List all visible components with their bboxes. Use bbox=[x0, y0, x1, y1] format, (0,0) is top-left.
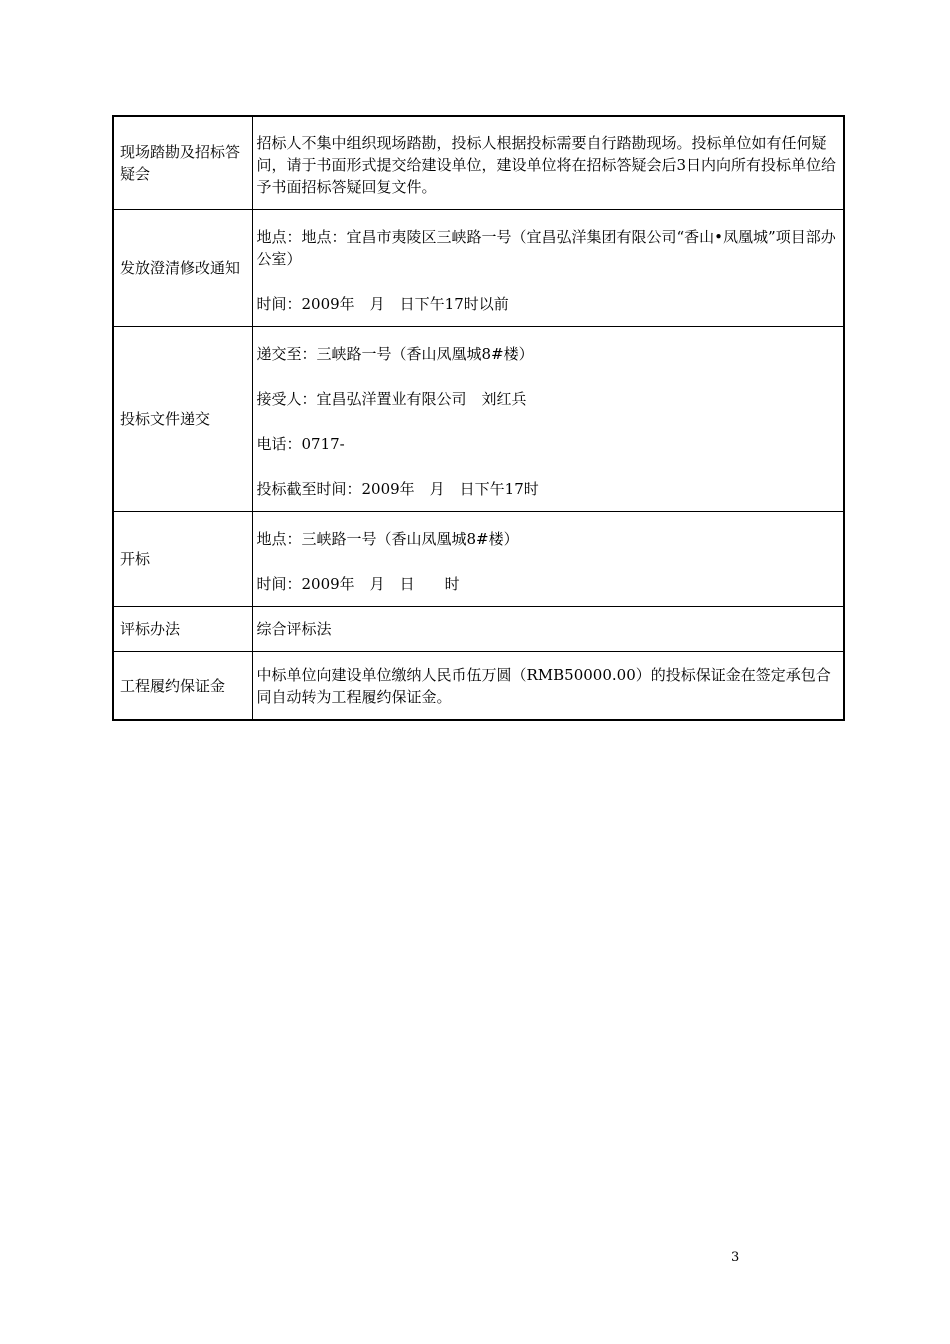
submission-phone: 电话：0717- bbox=[256, 435, 345, 453]
table-row-bid-opening bbox=[113, 512, 844, 607]
row-content-bid-opening bbox=[252, 512, 844, 607]
row-label-clarification-notice: 发放澄清修改通知 bbox=[113, 210, 252, 327]
opening-time: 时间：2009年 月 日 时 bbox=[256, 575, 460, 593]
table-row-evaluation-method bbox=[113, 607, 844, 652]
table-row-site-visit bbox=[113, 116, 844, 210]
submission-address: 递交至：三峡路一号（香山凤凰城8#楼） bbox=[256, 345, 534, 363]
page-number: 3 bbox=[731, 1250, 740, 1265]
evaluation-method-text: 综合评标法 bbox=[256, 620, 332, 638]
table-row-bid-submission bbox=[113, 327, 844, 512]
table-row-performance-bond bbox=[113, 652, 844, 721]
row-label-site-visit: 现场踏勘及招标答疑会 bbox=[113, 116, 252, 210]
row-content-evaluation-method bbox=[252, 607, 844, 652]
document-table bbox=[112, 115, 845, 721]
opening-location: 地点：三峡路一号（香山凤凰城8#楼） bbox=[256, 530, 519, 548]
submission-deadline: 投标截至时间：2009年 月 日下午17时 bbox=[256, 480, 539, 498]
row-content-performance-bond bbox=[252, 652, 844, 721]
clarification-location: 地点：地点：宜昌市夷陵区三峡路一号（宜昌弘洋集团有限公司“香山•凤凰城”项目部办公室） bbox=[256, 228, 836, 268]
row-content-bid-submission bbox=[252, 327, 844, 512]
submission-receiver: 接受人：宜昌弘洋置业有限公司 刘红兵 bbox=[256, 390, 527, 408]
table-row-clarification-notice bbox=[113, 210, 844, 327]
site-visit-text: 招标人不集中组织现场踏勘，投标人根据投标需要自行踏勘现场。投标单位如有任何疑问，请于书面形式提交给建设单位，建设单位将在招标答疑会后3日内向所有投标单位给予书面招标答疑回复文件。 bbox=[256, 134, 837, 196]
row-content-site-visit bbox=[252, 116, 844, 210]
row-content-clarification-notice bbox=[252, 210, 844, 327]
performance-bond-text: 中标单位向建设单位缴纳人民币伍万圆（RMB50000.00）的投标保证金在签定承包合同自动转为工程履约保证金。 bbox=[256, 666, 831, 706]
row-label-bid-opening: 开标 bbox=[113, 512, 252, 607]
clarification-time: 时间：2009年 月 日下午17时以前 bbox=[256, 295, 509, 313]
row-label-bid-submission: 投标文件递交 bbox=[113, 327, 252, 512]
row-label-evaluation-method: 评标办法 bbox=[113, 607, 252, 652]
row-label-performance-bond: 工程履约保证金 bbox=[113, 652, 252, 721]
